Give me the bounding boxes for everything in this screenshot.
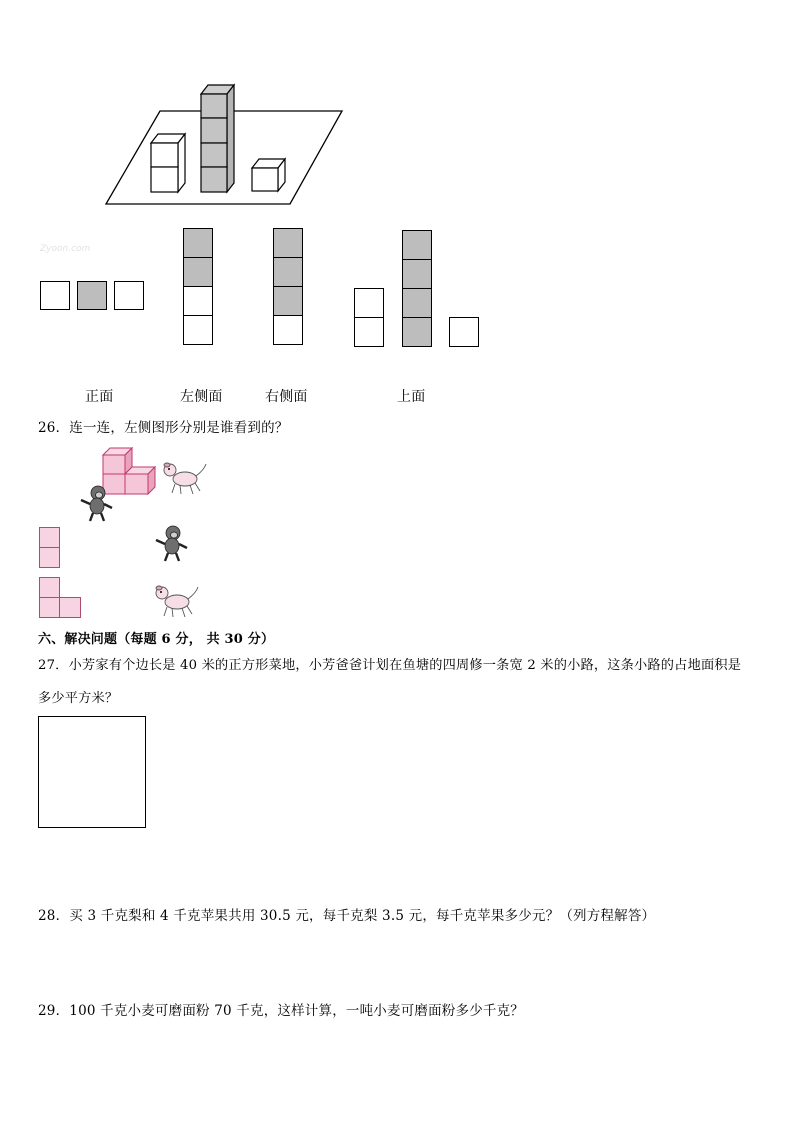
left-cube-stack (151, 134, 185, 192)
question-26-text: 26．连一连，左侧图形分别是谁看到的？ (38, 420, 289, 436)
label-left-side: 左侧面 (180, 389, 223, 405)
label-right-side: 右侧面 (265, 389, 308, 405)
watermark: Zyoon.com (40, 244, 91, 254)
label-front: 正面 (85, 389, 114, 405)
question-27-line-1: 27．小芳家有个边长是 40 米的正方形菜地，小芳爸爸计划在鱼塘的四周修一条宽 2 米的小路，这条小路的占地面积是 (38, 658, 742, 673)
cube-arrangement-figure (100, 80, 350, 210)
square-field-diagram (38, 716, 146, 828)
monkey-icon (153, 524, 189, 562)
center-cube-stack (201, 85, 234, 192)
question-28-text: 28．买 3 千克梨和 4 千克苹果共用 30.5 元，每千克梨 3.5 元，每千克苹果多少元？（列方程解答） (38, 908, 656, 924)
right-cube (252, 159, 285, 191)
dog-icon (160, 460, 208, 496)
question-27-line-2: 多少平方米？ (38, 691, 119, 706)
dog-icon (152, 583, 200, 619)
monkey-icon (78, 484, 114, 522)
section-6-heading: 六、解决问题（每题 6 分， 共 30 分） (38, 632, 275, 647)
label-top: 上面 (397, 389, 426, 405)
question-29-text: 29．100 千克小麦可磨面粉 70 千克，这样计算，一吨小麦可磨面粉多少千克？ (38, 1003, 524, 1019)
